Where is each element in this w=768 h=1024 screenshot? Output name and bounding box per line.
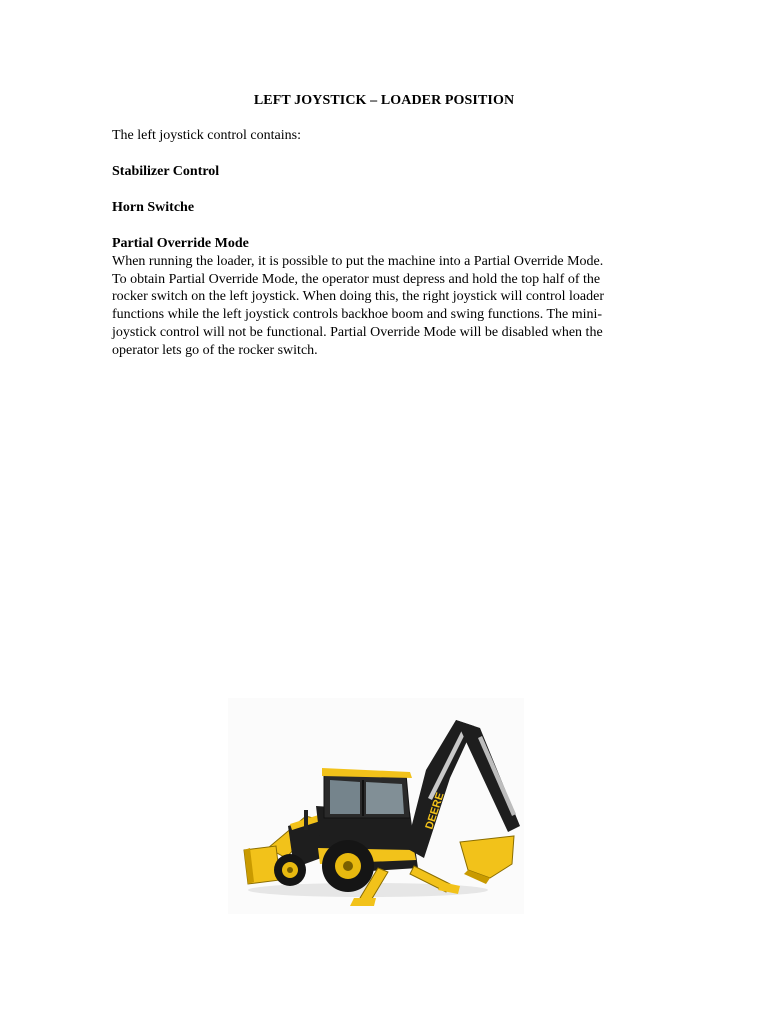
heading-stabilizer-control: Stabilizer Control xyxy=(112,164,220,179)
backhoe-loader-photo xyxy=(228,698,524,914)
page-title: LEFT JOYSTICK – LOADER POSITION xyxy=(253,93,515,108)
paragraph-line: When running the loader, it is possible to put the machine into a Partial Override Mode. xyxy=(112,254,604,269)
partial-override-paragraph xyxy=(112,253,652,359)
paragraph-line: operator lets go of the rocker switch. xyxy=(112,342,318,358)
heading-horn-switch: Horn Switche xyxy=(112,200,195,215)
heading-partial-override-mode: Partial Override Mode xyxy=(112,236,249,251)
paragraph-line: joystick control will not be functional. Partial Override Mode will be disabled when the xyxy=(112,324,603,340)
paragraph-line: To obtain Partial Override Mode, the operator must depress and hold the top half of the xyxy=(112,271,601,287)
paragraph-line: functions while the left joystick controls backhoe boom and swing functions. The mini- xyxy=(112,307,603,323)
paragraph-line: rocker switch on the left joystick. When doing this, the right joystick will control loader xyxy=(112,289,604,305)
intro-text: The left joystick control contains: xyxy=(112,128,301,143)
brand-text: DEERE xyxy=(423,791,447,831)
